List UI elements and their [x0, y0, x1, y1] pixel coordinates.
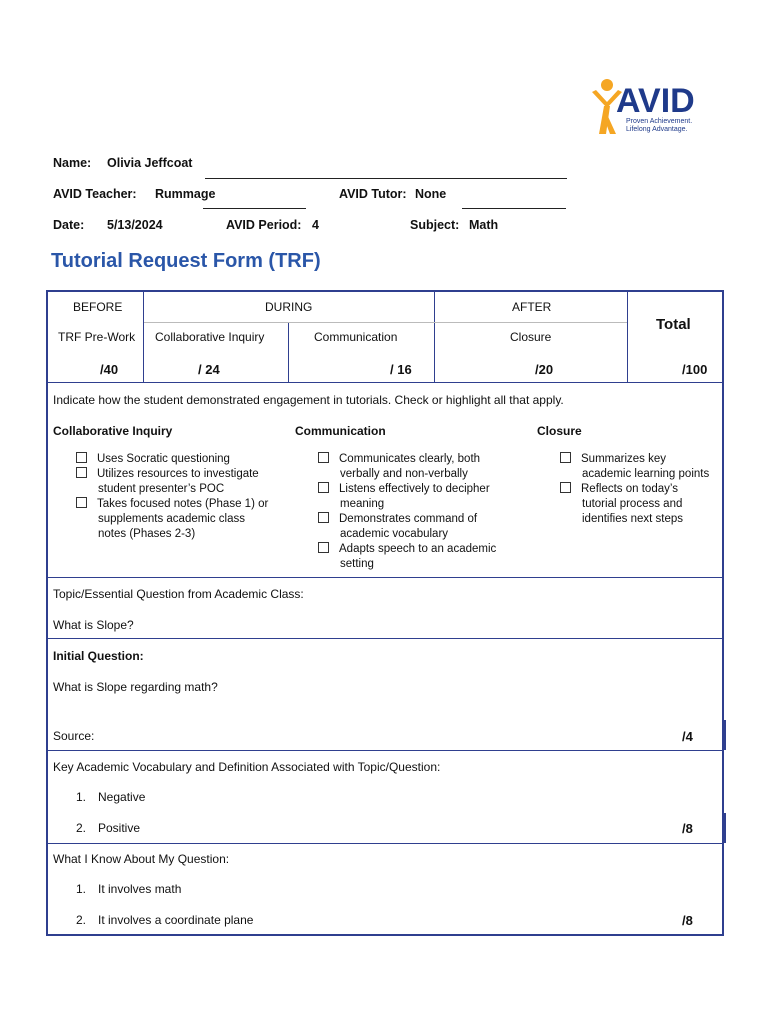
logo-tagline: Proven Achievement. Lifelong Advantage. [626, 118, 693, 133]
checkbox[interactable] [318, 542, 329, 553]
during-heading: DURING [265, 300, 313, 314]
name-label: Name: [53, 156, 92, 170]
tutor-value[interactable]: None [415, 187, 447, 201]
checklist-item[interactable]: Takes focused notes (Phase 1) or [76, 497, 268, 512]
vocab-number: 1. [76, 790, 87, 804]
checkbox[interactable] [76, 467, 87, 478]
checklist-item-cont: academic learning points [582, 468, 710, 480]
vocab-number: 2. [76, 821, 87, 835]
teacher-value[interactable]: Rummage [155, 187, 216, 201]
checkbox[interactable] [76, 497, 87, 508]
trf-table [46, 290, 724, 936]
name-value[interactable]: Olivia Jeffcoat [107, 156, 193, 170]
checklist-item[interactable]: Uses Socratic questioning [76, 452, 268, 467]
know-number: 1. [76, 882, 87, 896]
engagement-instruction: Indicate how the student demonstrated engagement in tutorials. Check or highlight all that apply. [53, 393, 564, 407]
checklist-item-cont: academic vocabulary [340, 528, 449, 540]
checklist-item-cont: meaning [340, 498, 385, 510]
comm-checklist [318, 452, 496, 572]
know-item[interactable]: It involves a coordinate plane [98, 913, 254, 927]
date-label: Date: [53, 218, 85, 232]
topic-value[interactable]: What is Slope? [53, 618, 134, 632]
checkbox[interactable] [318, 482, 329, 493]
collab-checklist [76, 452, 268, 542]
logo-wordmark: AVID [616, 82, 695, 120]
checkbox[interactable] [76, 452, 87, 463]
know-number: 2. [76, 913, 87, 927]
avid-logo [588, 68, 708, 140]
checklist-item-cont: notes (Phases 2-3) [98, 528, 196, 540]
closure-label: Closure [510, 330, 552, 344]
before-heading: BEFORE [73, 300, 123, 314]
collab-heading: Collaborative Inquiry [53, 424, 173, 438]
after-heading: AFTER [512, 300, 552, 314]
know-score[interactable]: /8 [682, 913, 693, 928]
checkbox[interactable] [560, 452, 571, 463]
checkbox[interactable] [318, 512, 329, 523]
initial-question-value[interactable]: What is Slope regarding math? [53, 680, 218, 694]
checklist-item[interactable]: Communicates clearly, both [318, 452, 496, 467]
checklist-item[interactable]: Summarizes key [560, 452, 709, 467]
closure-heading: Closure [537, 424, 582, 438]
checklist-item[interactable]: Reflects on today’s [560, 482, 709, 497]
vocab-score[interactable]: /8 [682, 821, 693, 836]
checklist-item-cont: supplements academic class [98, 513, 246, 525]
source-label: Source: [53, 729, 95, 743]
checklist-item[interactable]: Utilizes resources to investigate [76, 467, 268, 482]
subject-value[interactable]: Math [469, 218, 499, 232]
period-label: AVID Period: [226, 218, 302, 232]
initial-question-label: Initial Question: [53, 649, 144, 663]
collab-score[interactable]: / 24 [198, 362, 220, 377]
comm-label: Communication [314, 330, 398, 344]
checklist-item[interactable]: Adapts speech to an academic [318, 542, 496, 557]
teacher-label: AVID Teacher: [53, 187, 137, 201]
checklist-item-cont: verbally and non-verbally [340, 468, 468, 480]
know-label: What I Know About My Question: [53, 852, 230, 866]
page-title: Tutorial Request Form (TRF) [51, 250, 321, 272]
checklist-item-cont: student presenter’s POC [98, 483, 225, 495]
checklist-item-cont: identifies next steps [582, 513, 684, 525]
topic-label: Topic/Essential Question from Academic Class: [53, 587, 304, 601]
date-value[interactable]: 5/13/2024 [107, 218, 163, 232]
prework-score[interactable]: /40 [100, 362, 119, 377]
know-item[interactable]: It involves math [98, 882, 182, 896]
checklist-item[interactable]: Listens effectively to decipher [318, 482, 496, 497]
vocab-item[interactable]: Negative [98, 790, 146, 804]
checklist-item-cont: tutorial process and [582, 498, 683, 510]
vocab-label: Key Academic Vocabulary and Definition Associated with Topic/Question: [53, 760, 441, 774]
subject-label: Subject: [410, 218, 460, 232]
initial-score[interactable]: /4 [682, 729, 693, 744]
prework-label: TRF Pre-Work [58, 330, 136, 344]
total-score[interactable]: /100 [682, 362, 708, 377]
closure-checklist [560, 452, 709, 527]
period-value[interactable]: 4 [312, 218, 319, 232]
checkbox[interactable] [318, 452, 329, 463]
comm-score[interactable]: / 16 [390, 362, 412, 377]
checklist-item-cont: setting [340, 558, 374, 570]
closure-score[interactable]: /20 [535, 362, 554, 377]
tutor-label: AVID Tutor: [339, 187, 407, 201]
comm-heading: Communication [295, 424, 386, 438]
collab-label: Collaborative Inquiry [155, 330, 265, 344]
total-heading: Total [656, 316, 691, 333]
vocab-item[interactable]: Positive [98, 821, 141, 835]
checklist-item[interactable]: Demonstrates command of [318, 512, 496, 527]
checkbox[interactable] [560, 482, 571, 493]
